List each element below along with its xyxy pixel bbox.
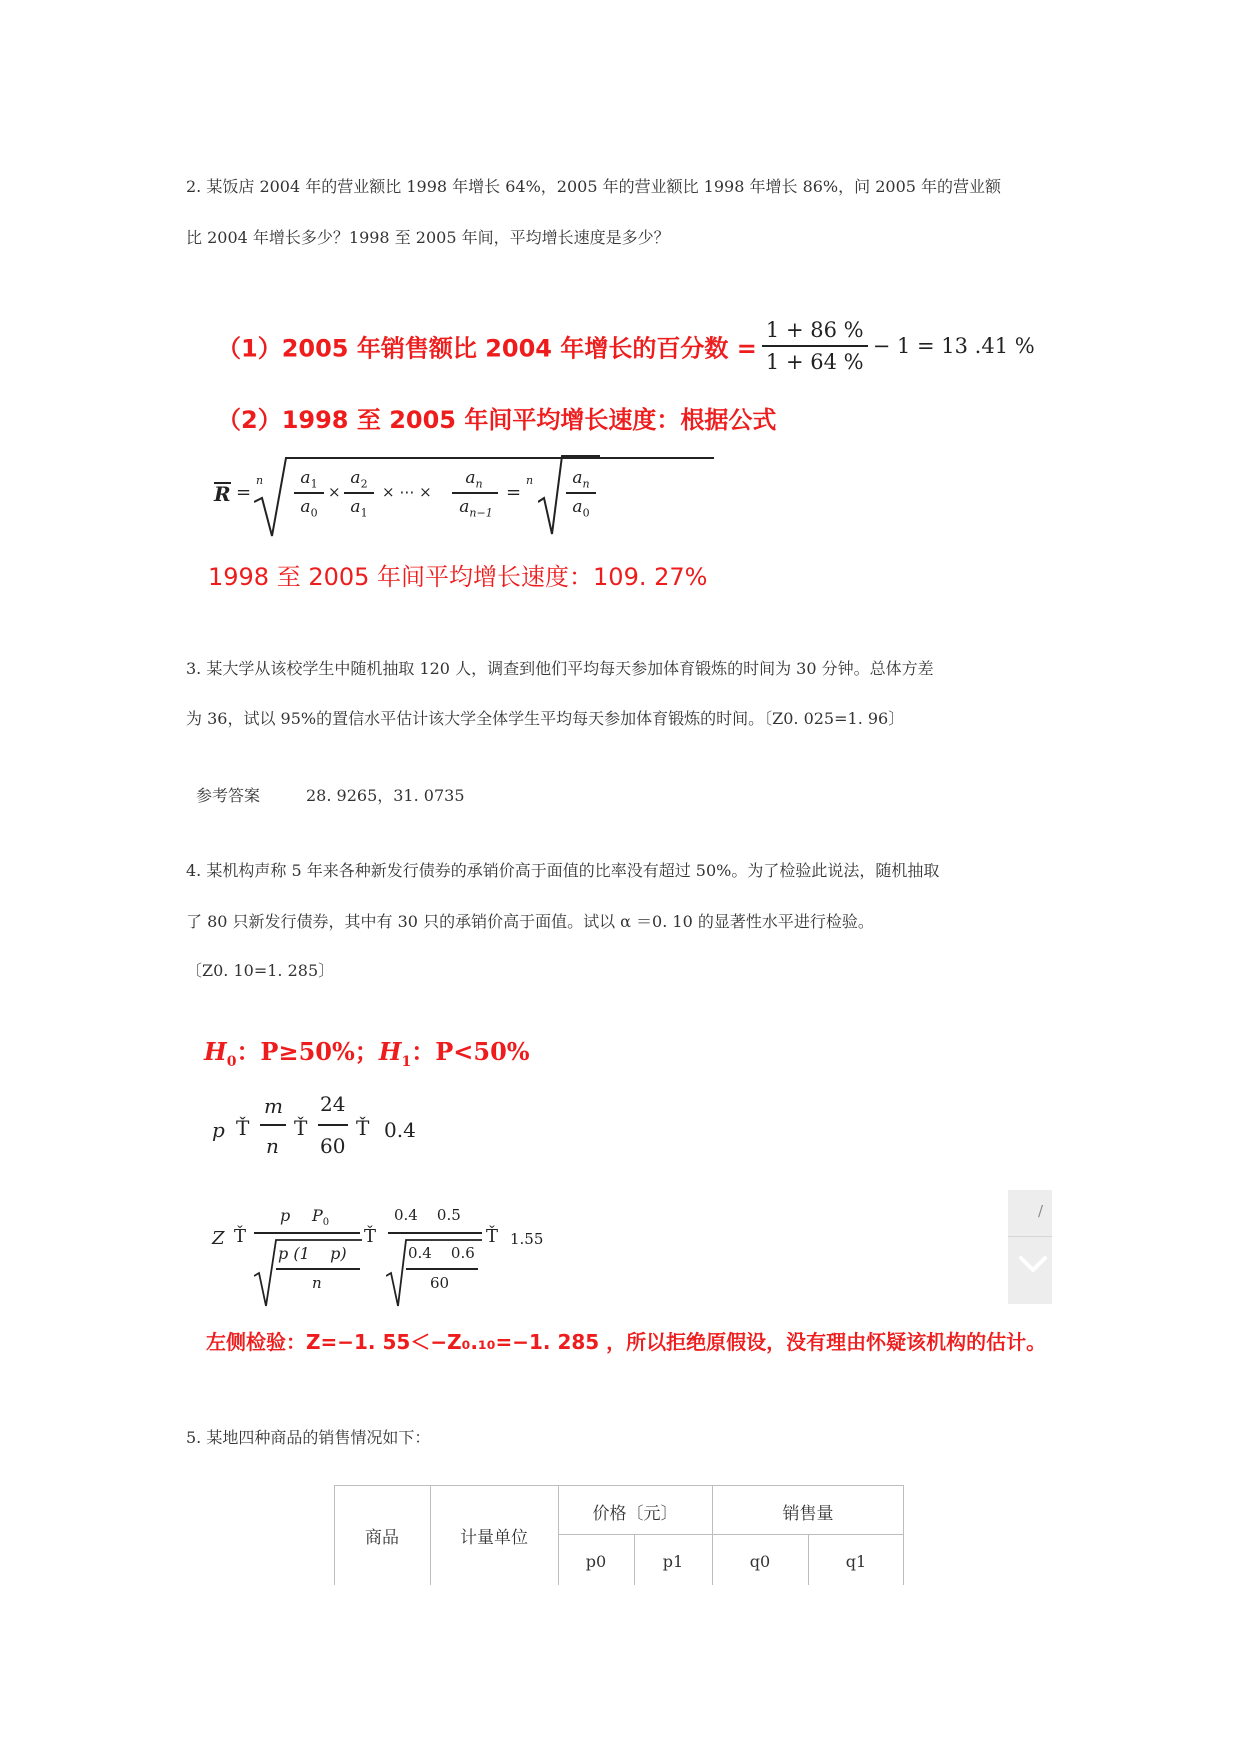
- frac2-den: [344, 497, 374, 519]
- q3-line2: 为 36，试以 95%的置信水平估计该大学全体学生平均每天参加体育锻炼的时间。〔Z0. 025=1. 96〕: [186, 709, 905, 728]
- an1-sub: n−1: [469, 506, 493, 520]
- frac2-num: [344, 468, 374, 490]
- h1-symbol: H: [378, 1037, 402, 1066]
- an1-symbol: a: [459, 497, 470, 517]
- answer1-denominator: 1 + 64 %: [762, 345, 868, 374]
- h1-text: ：P<50%: [411, 1037, 530, 1066]
- h0-text: ：P≥50%；: [236, 1037, 379, 1066]
- a1-symbol: a: [300, 468, 311, 488]
- q5-line1: 5. 某地四种商品的销售情况如下：: [186, 1428, 431, 1447]
- formula-root-index: n: [256, 474, 264, 487]
- p-op3: Ť: [356, 1116, 370, 1140]
- p-den: 60: [320, 1134, 346, 1158]
- z-frac2-bar: [388, 1232, 482, 1234]
- an-symbol: a: [465, 468, 476, 488]
- a1b-sub: 1: [360, 506, 368, 520]
- z-frac-bar: [254, 1232, 360, 1234]
- h0-symbol: H: [204, 1037, 227, 1066]
- z-den-inner-num: p (1 p): [278, 1244, 347, 1263]
- widget-slash: /: [1038, 1202, 1044, 1220]
- times-1: ×: [328, 483, 341, 501]
- times-dots: × ⋯ ×: [382, 483, 432, 501]
- z-op1: Ť: [234, 1226, 247, 1247]
- answer1-result: − 1 = 13 .41 %: [872, 334, 1035, 358]
- z-num2: 0.4 0.5: [394, 1206, 461, 1224]
- frac3-den: [452, 497, 500, 519]
- header-unit: 计量单位: [460, 1527, 528, 1548]
- z-op2: Ť: [364, 1226, 377, 1247]
- header-qty: 销售量: [782, 1503, 834, 1524]
- sales-table: [334, 1485, 904, 1585]
- p-op2: Ť: [294, 1116, 308, 1140]
- frac4-bar: [566, 492, 596, 494]
- formula-lhs: R: [214, 482, 231, 506]
- z-den2-den: 60: [430, 1274, 450, 1292]
- hypotheses: [204, 1032, 530, 1070]
- header-q0: q0: [749, 1551, 771, 1571]
- h1-sub: 1: [401, 1053, 412, 1070]
- q4-line1: 4. 某机构声称 5 年来各种新发行债券的承销价高于面值的比率没有超过 50%。为了检验此说法，随机抽取: [186, 861, 940, 880]
- frac4-den: [566, 497, 596, 519]
- frac1-num: [294, 468, 324, 490]
- header-goods: 商品: [365, 1527, 399, 1548]
- z-num-p: p: [280, 1206, 291, 1225]
- radical-sign-icon: [254, 454, 716, 538]
- scroll-widget[interactable]: [1008, 1190, 1052, 1304]
- header-price: 价格〔元〕: [592, 1503, 678, 1524]
- a1b-symbol: a: [350, 497, 361, 517]
- a1-sub: 1: [310, 477, 318, 491]
- q2-line1: 2. 某饭店 2004 年的营业额比 1998 年增长 64%，2005 年的营业额比 1998 年增长 86%，问 2005 年的营业额: [186, 177, 1002, 196]
- answer1-fraction: [762, 318, 868, 374]
- frac1-bar: [294, 492, 324, 494]
- chevron-down-icon[interactable]: [1018, 1254, 1048, 1274]
- a0-symbol: a: [300, 497, 311, 517]
- z-val: 1.55: [510, 1230, 544, 1248]
- z-op3: Ť: [486, 1226, 499, 1247]
- q3-line1: 3. 某大学从该校学生中随机抽取 120 人，调查到他们平均每天参加体育锻炼的时间为 30 分钟。总体方差: [186, 659, 934, 678]
- p-m: m: [264, 1094, 283, 1118]
- p-num: 24: [320, 1092, 346, 1116]
- an-sub: n: [475, 477, 483, 491]
- z-inner2-bar: [406, 1268, 478, 1270]
- formula-root-index2: n: [526, 474, 534, 487]
- q3-answer-value: 28. 9265，31. 0735: [306, 786, 465, 805]
- frac3-num: [452, 468, 496, 490]
- p-n: n: [266, 1134, 279, 1158]
- z-den-inner-den: n: [312, 1274, 322, 1292]
- header-p0: p0: [585, 1551, 607, 1571]
- p-val: 0.4: [384, 1118, 416, 1142]
- q2-result: 1998 至 2005 年间平均增长速度：109. 27%: [208, 563, 708, 591]
- header-q1: q1: [845, 1551, 867, 1571]
- a0-sub: 0: [310, 506, 318, 520]
- q4-conclusion: 左侧检验：Z=−1. 55＜−Z₀.₁₀=−1. 285 ，所以拒绝原假设，没有理由怀疑该机构的估计。: [206, 1330, 1047, 1354]
- q2-answer2-label: （2）1998 至 2005 年间平均增长速度：根据公式: [217, 406, 777, 434]
- q2-line2: 比 2004 年增长多少？1998 至 2005 年间，平均增长速度是多少？: [186, 228, 670, 247]
- table-mid-border: [558, 1534, 904, 1535]
- z-formula: [212, 1206, 572, 1306]
- formula-eq2: =: [506, 482, 522, 503]
- a02-symbol: a: [572, 497, 583, 517]
- q2-answer1: [217, 318, 1035, 374]
- z-inner-bar: [276, 1268, 360, 1270]
- widget-divider: [1008, 1236, 1052, 1237]
- p-frac-bar: [260, 1124, 286, 1126]
- answer1-label: （1）2005 年销售额比 2004 年增长的百分数 =: [217, 334, 757, 363]
- answer1-numerator: 1 + 86 %: [765, 318, 864, 342]
- z-P0-sub: 0: [322, 1217, 330, 1229]
- z-P0-symbol: P: [312, 1206, 323, 1225]
- table-top-border: [334, 1485, 904, 1486]
- p-frac2-bar: [318, 1124, 348, 1126]
- frac2-bar: [344, 492, 374, 494]
- z-symbol: Z: [212, 1228, 225, 1249]
- p-op1: Ť: [236, 1116, 250, 1140]
- q3-answer-label: 参考答案: [196, 786, 261, 805]
- frac3-bar: [452, 492, 498, 494]
- frac1-den: [294, 497, 324, 519]
- z-den2-num: 0.4 0.6: [408, 1244, 475, 1262]
- frac4-num: [566, 468, 596, 490]
- z-num-P0: [312, 1206, 329, 1228]
- a2-sub: 2: [360, 477, 368, 491]
- formula-eq: =: [236, 482, 252, 503]
- h0-sub: 0: [226, 1053, 237, 1070]
- a02-sub: 0: [582, 506, 590, 520]
- a2-symbol: a: [350, 468, 361, 488]
- q4-line2: 了 80 只新发行债券，其中有 30 只的承销价高于面值。试以 α ＝0. 10 的显著性水平进行检验。: [186, 912, 874, 931]
- p-symbol: p: [212, 1118, 225, 1142]
- an2-symbol: a: [572, 468, 583, 488]
- an2-sub: n: [582, 477, 590, 491]
- q4-line3: 〔Z0. 10=1. 285〕: [186, 961, 335, 980]
- radical-sign-2-icon: [538, 452, 602, 536]
- header-p1: p1: [662, 1551, 684, 1571]
